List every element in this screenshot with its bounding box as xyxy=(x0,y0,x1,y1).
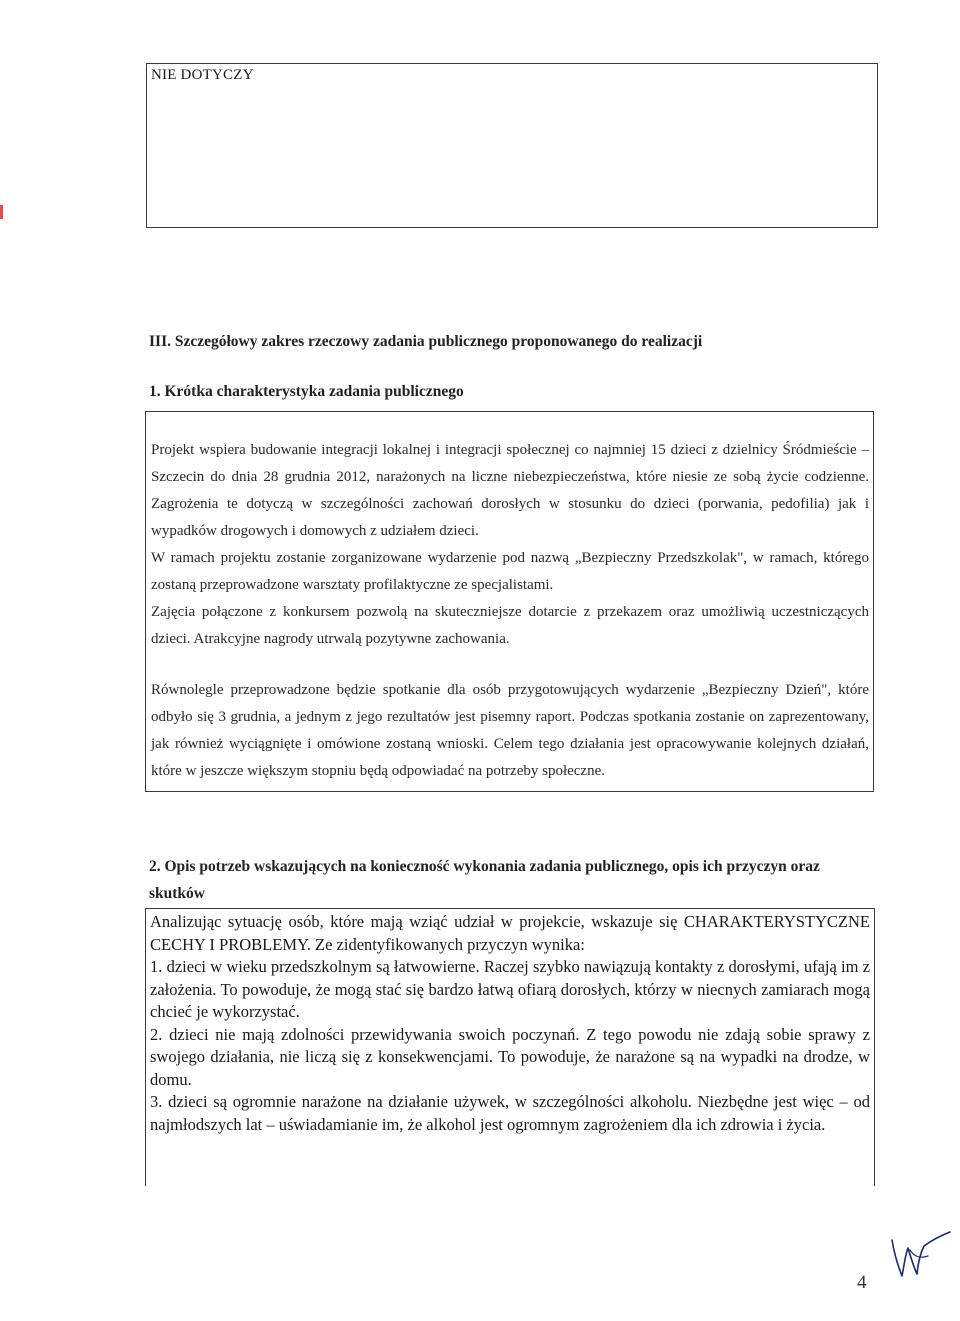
scan-mark xyxy=(0,205,3,219)
task-characteristics-box xyxy=(145,411,874,792)
subsection-2-heading: 2. Opis potrzeb wskazujących na konieczność wykonania zadania publicznego, opis ich przyczyn oraz skutków xyxy=(149,858,820,902)
subsection-1-heading: 1. Krótka charakterystyka zadania publicznego xyxy=(149,383,464,400)
paragraph: Zajęcia połączone z konkursem pozwolą na skuteczniejsze dotarcie z przekazem oraz umożliwią uczestniczących dzieci. Atrakcyjne nagrody utrwalą pozytywne zachowania. xyxy=(151,604,869,647)
page-number: 4 xyxy=(857,1272,867,1293)
section-heading: III. Szczegółowy zakres rzeczowy zadania publicznego proponowanego do realizacji xyxy=(149,333,703,350)
list-item: 2. dzieci nie mają zdolności przewidywania swoich poczynań. Z tego powodu nie zdają sobie sprawy z swojego działania, nie liczą się z konsekwencjami. To powoduje, że narażone są na wypadki na drodze, w domu. xyxy=(150,1024,870,1089)
not-applicable-label: NIE DOTYCZY xyxy=(151,67,254,83)
list-item: 3. dzieci są ogromnie narażone na działanie używek, w szczególności alkoholu. Niezbędne jest więc – od najmłodszych lat – uświadamianie im, że alkohol jest ogromnym zagrożeniem dla ich zdrowia i życia. xyxy=(150,1092,870,1134)
not-applicable-box xyxy=(146,63,878,228)
paragraph: Równolegle przeprowadzone będzie spotkanie dla osób przygotowujących wydarzenie „Bezpieczny Dzień", które odbyło się 3 grudnia, a jednym z jego rezultatów jest pisemny raport. Podczas spotkania zostanie on zaprezentowany, jak również wyciągnięte i omówione zostaną wnioski. Celem tego działania jest opracowywanie kolejnych działań, które w jeszcze większym stopniu będą odpowiadać na potrzeby społeczne. xyxy=(151,682,869,779)
signature-mark xyxy=(888,1226,954,1286)
paragraph: Projekt wspiera budowanie integracji lokalnej i integracji społecznej co najmniej 15 dzieci z dzielnicy Śródmieście – Szczecin do dnia 28 grudnia 2012, narażonych na liczne niebezpieczeństwa, które niesie ze sobą życie codzienne. Zagrożenia te dotyczą w szczególności zachowań dorosłych w stosunku do dzieci (porwania, pedofilia) jak i wypadków drogowych i domowych z udziałem dzieci. xyxy=(151,442,869,539)
paragraph: W ramach projektu zostanie zorganizowane wydarzenie pod nazwą „Bezpieczny Przedszkolak", w ramach, którego zostaną przeprowadzone warsztaty profilaktyczne ze specjalistami. xyxy=(151,550,869,593)
list-item: 1. dzieci w wieku przedszkolnym są łatwowierne. Raczej szybko nawiązują kontakty z dorosłymi, ufają im z założenia. To powoduje, że mogą stać się bardzo łatwą ofiarą dorosłych, którzy w niecnych zamiarach mogą chcieć je wykorzystać. xyxy=(150,957,870,1021)
paragraph: Analizując sytuację osób, które mają wziąć udział w projekcie, wskazuje się CHARAKTERYSTYCZNE CECHY I PROBLEMY. Ze zidentyfikowanych przyczyn wynika: xyxy=(150,912,870,954)
needs-description-box xyxy=(145,908,875,1186)
